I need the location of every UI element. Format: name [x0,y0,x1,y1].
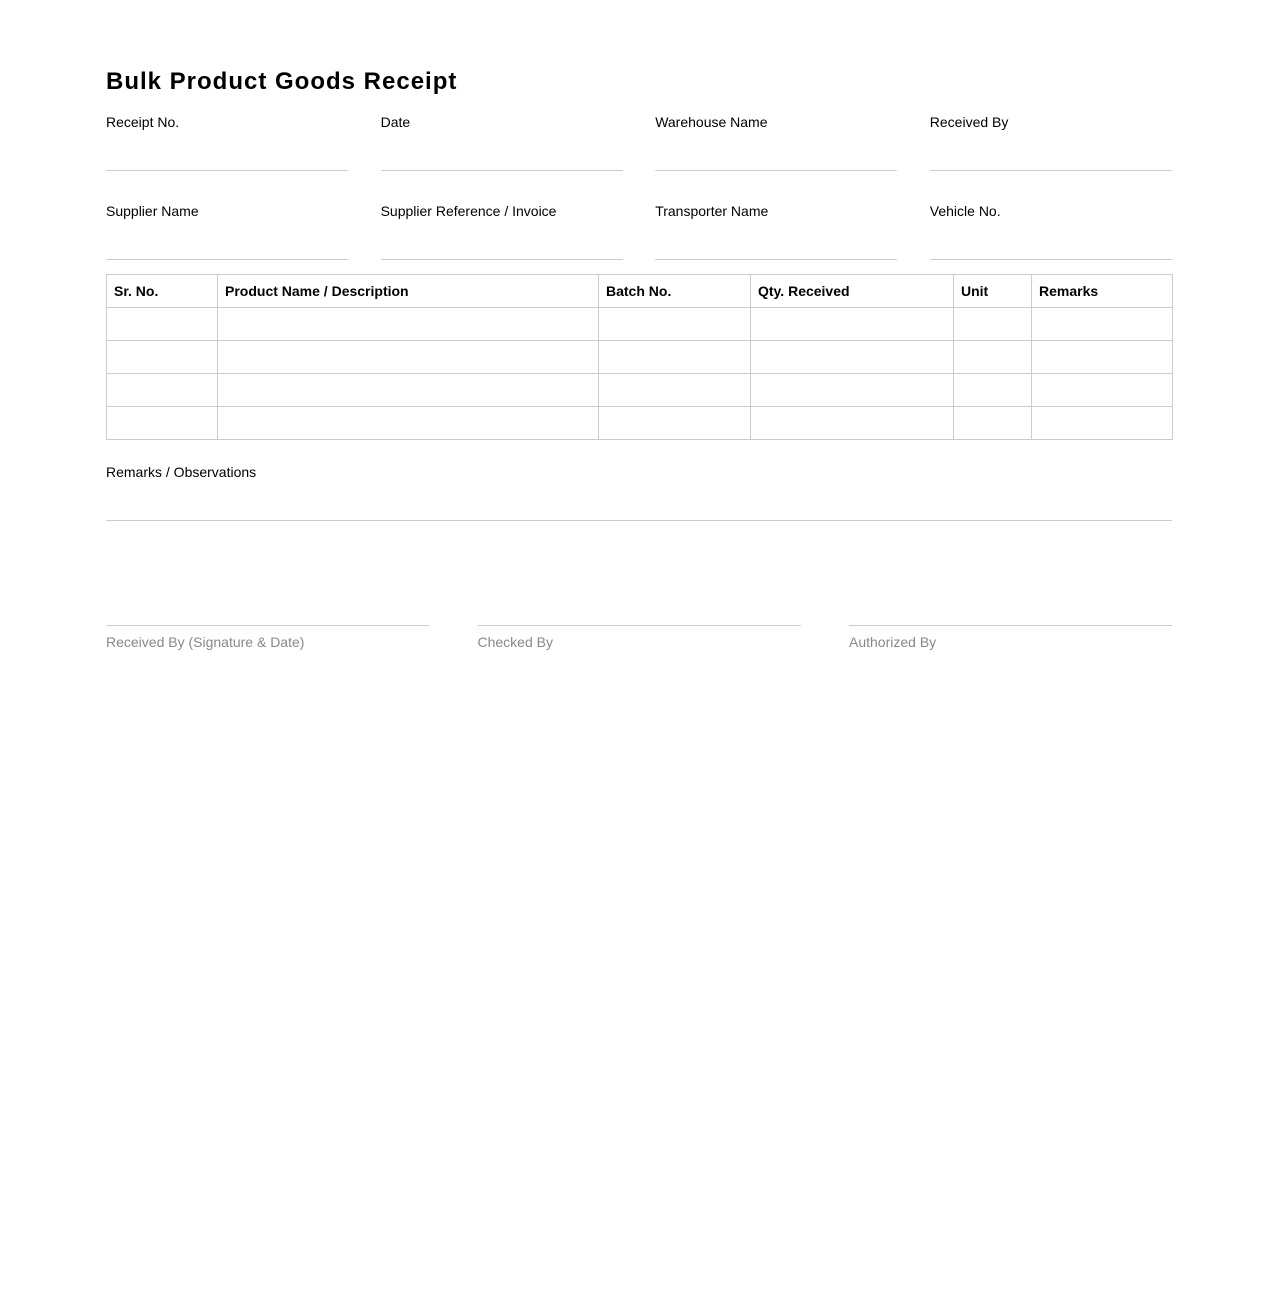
field-received-by [930,114,1172,203]
signature-line [106,625,429,626]
table-row [107,341,1173,374]
header-qty-received: Qty. Received [751,275,954,308]
received-by-input[interactable] [930,154,1172,171]
field-label: Supplier Reference / Invoice [380,203,557,219]
transporter-name-input[interactable] [655,243,897,260]
cell-batch-no[interactable] [599,341,751,374]
cell-qty-received[interactable] [751,407,954,440]
cell-product-name[interactable] [218,341,599,374]
cell-unit[interactable] [954,374,1032,407]
cell-product-name[interactable] [218,374,599,407]
field-label: Date [380,114,411,130]
header-fields [106,114,1172,292]
cell-sr-no[interactable] [107,374,218,407]
field-receipt-no [106,114,348,203]
signature-line [849,625,1172,626]
goods-receipt-form [106,66,1172,650]
cell-remarks[interactable] [1032,341,1173,374]
table-row [107,374,1173,407]
remarks-label: Remarks / Observations [106,464,257,480]
field-label: Vehicle No. [929,203,1001,219]
field-label: Received By [929,114,1009,130]
cell-qty-received[interactable] [751,308,954,341]
header-sr-no: Sr. No. [107,275,218,308]
signature-label: Checked By [477,634,553,650]
cell-sr-no[interactable] [107,407,218,440]
warehouse-name-input[interactable] [655,154,897,171]
cell-batch-no[interactable] [599,308,751,341]
page-title: Bulk Product Goods Receipt [106,68,458,95]
cell-remarks[interactable] [1032,407,1173,440]
cell-remarks[interactable] [1032,308,1173,341]
remarks-input-line[interactable] [106,520,1172,521]
cell-product-name[interactable] [218,407,599,440]
header-batch-no: Batch No. [599,275,751,308]
signature-label: Authorized By [849,634,937,650]
field-label: Receipt No. [106,114,180,130]
signature-label: Received By (Signature & Date) [106,634,305,650]
cell-remarks[interactable] [1032,374,1173,407]
supplier-name-input[interactable] [106,243,348,260]
header-unit: Unit [954,275,1032,308]
cell-sr-no[interactable] [107,308,218,341]
field-label: Supplier Name [106,203,199,219]
field-label: Transporter Name [655,203,769,219]
cell-product-name[interactable] [218,308,599,341]
signature-received-by [106,625,429,650]
table-row [107,407,1173,440]
signature-checked-by [478,625,801,650]
field-warehouse-name [655,114,897,203]
receipt-no-input[interactable] [106,154,348,171]
cell-qty-received[interactable] [751,341,954,374]
cell-batch-no[interactable] [599,407,751,440]
cell-unit[interactable] [954,341,1032,374]
field-date [381,114,623,203]
remarks-section [106,464,1172,521]
cell-qty-received[interactable] [751,374,954,407]
cell-unit[interactable] [954,308,1032,341]
header-product-name: Product Name / Description [218,275,599,308]
cell-batch-no[interactable] [599,374,751,407]
signature-section [106,625,1172,650]
field-transporter-name [655,203,897,292]
signature-line [478,625,801,626]
vehicle-no-input[interactable] [930,243,1172,260]
table-row [107,308,1173,341]
items-table [106,274,1173,440]
field-vehicle-no [930,203,1172,292]
signature-authorized-by [849,625,1172,650]
field-supplier-reference [381,203,623,292]
supplier-reference-input[interactable] [381,243,623,260]
date-input[interactable] [381,154,623,171]
header-remarks: Remarks [1032,275,1173,308]
field-label: Warehouse Name [655,114,768,130]
cell-sr-no[interactable] [107,341,218,374]
field-supplier-name [106,203,348,292]
cell-unit[interactable] [954,407,1032,440]
